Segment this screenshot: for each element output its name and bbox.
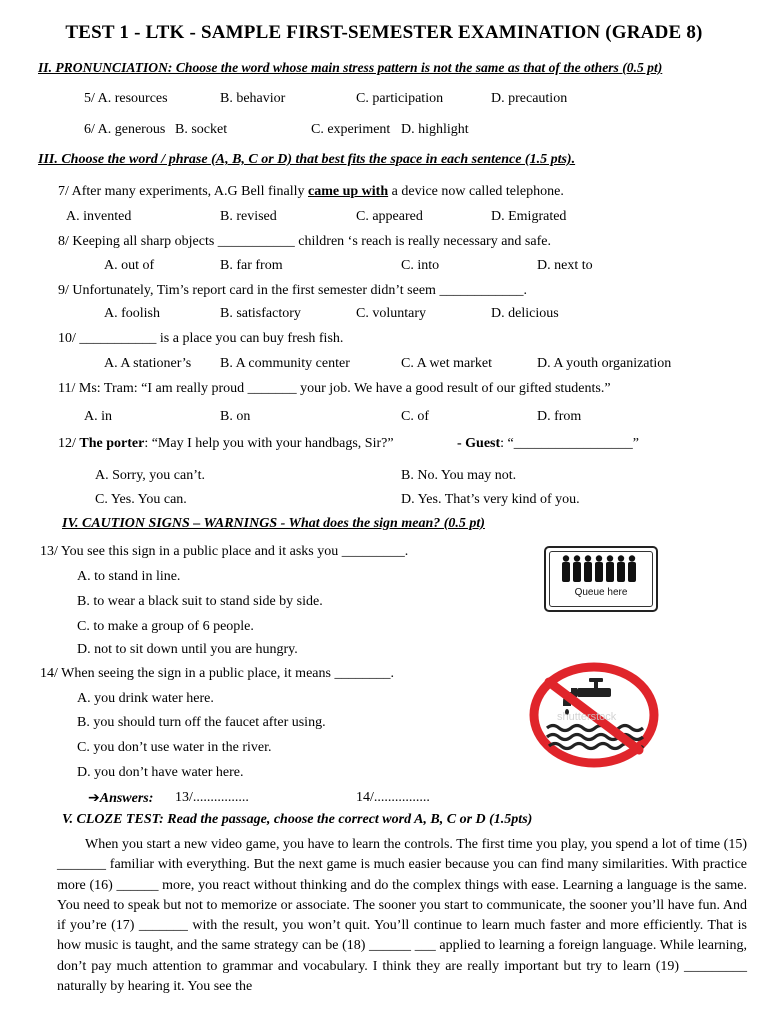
section-3-heading: III. Choose the word / phrase (A, B, C or D) that best fits the space in each sentence (1.5 pts). (38, 152, 576, 167)
q9-stem-pre: 9/ Unfortunately, Tim’s report card in the first semester didn’t seem (58, 283, 440, 298)
answers-label-row (88, 789, 153, 808)
q9-stem (58, 282, 527, 300)
q7-option-c: C. appeared (356, 209, 423, 224)
watermark-text: shutterstock (557, 711, 617, 723)
q9-option-c: C. voluntary (356, 306, 426, 321)
q14-option-d: D. you don’t have water here. (77, 765, 244, 780)
q13-option-b: B. to wear a black suit to stand side by side. (77, 594, 323, 609)
q8-option-d: D. next to (537, 258, 593, 273)
q11-blank: _______ (247, 381, 297, 396)
q12-guest-open: : “ (500, 436, 514, 451)
q12-option-c: C. Yes. You can. (95, 492, 187, 507)
q10-blank: ___________ (79, 331, 157, 346)
q12-stem-pre: 12/ (58, 436, 80, 451)
section-4-heading: IV. CAUTION SIGNS – WARNINGS - What does the sign mean? (0.5 pt) (62, 516, 485, 531)
q12-option-b: B. No. You may not. (401, 468, 517, 483)
q8-blank: ___________ (217, 234, 295, 249)
q8-stem-post: children ‘s reach is really necessary and safe. (294, 234, 551, 249)
q12-guest-close: ” (632, 436, 639, 451)
q12-guest (457, 435, 639, 453)
q11-option-b: B. on (220, 409, 251, 424)
q13-option-a: A. to stand in line. (77, 569, 181, 584)
q9-option-d: D. delicious (491, 306, 559, 321)
q14-option-c: C. you don’t use water in the river. (77, 740, 272, 755)
q11-stem-pre: 11/ Ms: Tram: “I am really proud (58, 381, 248, 396)
q14-option-a: A. you drink water here. (77, 691, 214, 706)
section-5-heading: V. CLOZE TEST: Read the passage, choose the correct word A, B, C or D (1.5pts) (62, 812, 533, 827)
q12-option-d: D. Yes. That’s very kind of you. (401, 492, 580, 507)
q10-option-a: A. A stationer’s (104, 356, 192, 371)
q8-option-a: A. out of (104, 258, 155, 273)
q10-stem-pre: 10/ (58, 331, 80, 346)
q7-stem-pre: 7/ After many experiments, A.G Bell finally (58, 184, 309, 199)
q10-stem-post: is a place you can buy fresh fish. (156, 331, 344, 346)
answer-13-blank: 13/................ (175, 790, 249, 805)
q7-stem (58, 183, 564, 201)
q5-option-a: 5/ A. resources (84, 91, 168, 106)
q7-stem-post: a device now called telephone. (388, 184, 564, 199)
q8-stem (58, 233, 551, 251)
q11-stem-post: your job. We have a good result of our gifted students.” (296, 381, 611, 396)
q8-option-b: B. far from (220, 258, 283, 273)
q6-option-b: B. socket (175, 122, 228, 137)
q8-option-c: C. into (401, 258, 440, 273)
people-queue-icon (546, 551, 656, 591)
answer-14-blank: 14/................ (356, 790, 430, 805)
q7-option-b: B. revised (220, 209, 277, 224)
cloze-passage (57, 835, 747, 997)
q5-option-c: C. participation (356, 91, 444, 106)
q12-porter-line: : “May I help you with your handbags, Sir?” (144, 436, 394, 451)
q6-option-a: 6/ A. generous (84, 122, 166, 137)
cloze-passage-text: When you start a new video game, you have to learn the controls. The first time you play, you spend a lot of time (15) _______ familiar with everything. But the next game is much easier because you can find many similarities. With practice more (16) ______ more, you react without thinking and do the complex things with ease. Learning a language is the same. You need to speak but not to memorize or associate. The sooner you start to communicate, the sooner you’ll have fun. And if you’re (17) _______ with the result, you won’t quit. You’ll continue to learn much faster and more efficiently. That is how music is taught, and the same strategy can be (18) ______ ___ applied to learning a foreign language. While learning, don’t pay much attention to grammar and vocabulary. I think they are really important but try to learn (19) _________ naturally by hearing it. You see the (57, 837, 747, 995)
q13-option-d: D. not to sit down until you are hungry. (77, 642, 298, 657)
q7-key-phrase: came up with (308, 184, 389, 199)
q10-option-c: C. A wet market (401, 356, 492, 371)
answers-label: Answers: (99, 791, 154, 806)
q9-option-a: A. foolish (104, 306, 160, 321)
q5-option-b: B. behavior (220, 91, 286, 106)
q12-stem (58, 435, 394, 453)
no-faucet-icon (527, 662, 662, 772)
q9-option-b: B. satisfactory (220, 306, 301, 321)
q10-stem (58, 330, 343, 348)
q8-stem-pre: 8/ Keeping all sharp objects (58, 234, 218, 249)
q12-option-a: A. Sorry, you can’t. (95, 468, 206, 483)
q6-option-c: C. experiment (311, 122, 391, 137)
no-water-sign-image (527, 662, 662, 772)
section-2-heading: II. PRONUNCIATION: Choose the word whose main stress pattern is not the same as that of the others (0.5 pt) (38, 60, 663, 75)
q12-porter-label: The porter (79, 436, 145, 451)
q9-stem-post: . (523, 283, 527, 298)
page-title: TEST 1 - LTK - SAMPLE FIRST-SEMESTER EXAMINATION (GRADE 8) (65, 22, 703, 43)
q10-option-d: D. A youth organization (537, 356, 672, 371)
queue-sign-image (544, 546, 658, 612)
q7-option-a: A. invented (66, 209, 132, 224)
q9-blank: ____________ (439, 283, 524, 298)
q11-option-a: A. in (84, 409, 112, 424)
arrow-icon: ➔ (88, 790, 100, 806)
q11-stem (58, 380, 611, 398)
q13-stem: 13/ You see this sign in a public place and it asks you _________. (40, 544, 409, 559)
q10-option-b: B. A community center (220, 356, 350, 371)
q7-option-d: D. Emigrated (491, 209, 567, 224)
q11-option-d: D. from (537, 409, 582, 424)
q14-option-b: B. you should turn off the faucet after using. (77, 715, 326, 730)
q11-option-c: C. of (401, 409, 429, 424)
q13-option-c: C. to make a group of 6 people. (77, 619, 254, 634)
q14-stem: 14/ When seeing the sign in a public place, it means ________. (40, 666, 394, 681)
q6-option-d: D. highlight (401, 122, 469, 137)
q5-option-d: D. precaution (491, 91, 568, 106)
queue-sign-caption: Queue here (574, 587, 628, 598)
q12-guest-label: - Guest (457, 436, 501, 451)
q12-blank: _________________ (513, 436, 633, 451)
